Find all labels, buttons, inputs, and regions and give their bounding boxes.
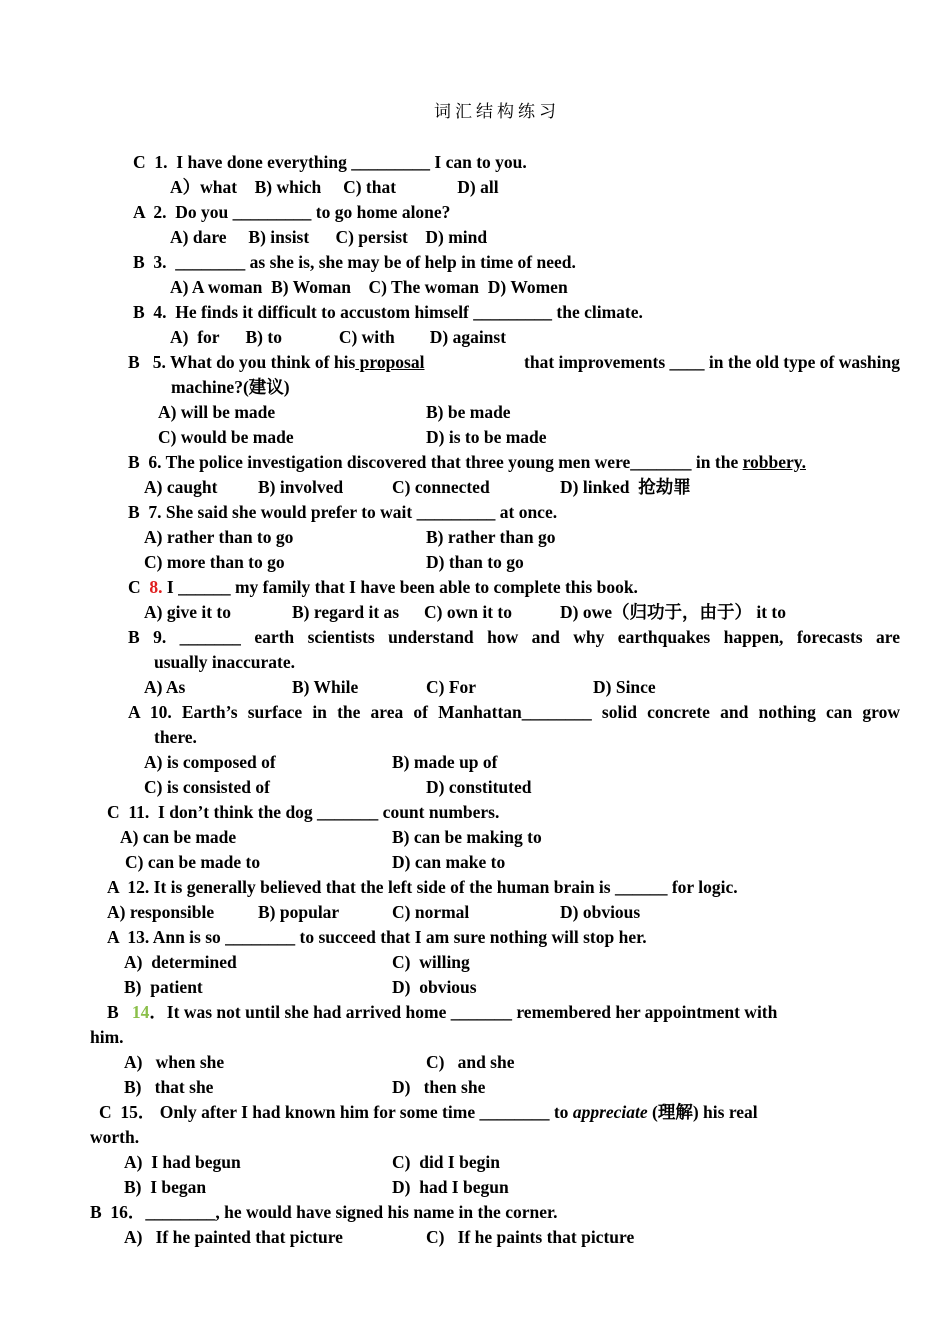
question-16-option-c: C) If he paints that picture bbox=[426, 1227, 635, 1247]
question-5-stem: B 5. What do you think of his bbox=[128, 352, 356, 372]
question-11-option-b: B) can be making to bbox=[392, 827, 542, 847]
question-14-option-b: B) that she bbox=[124, 1077, 214, 1097]
question-14-option-a: A) when she bbox=[124, 1052, 225, 1072]
question-number-8: 8. bbox=[149, 577, 163, 597]
question-number-14: 14 bbox=[131, 1002, 150, 1022]
question-15-option-b: B) I began bbox=[124, 1177, 207, 1197]
question-13-option-c: C) willing bbox=[392, 952, 470, 972]
question-9-continued: usually inaccurate. bbox=[154, 652, 295, 672]
question-14-stem: ．It was not until she had arrived home _______ remembered her appointment with bbox=[149, 1002, 778, 1022]
question-15-stem: C 15． Only after I had known him for some time ________ to bbox=[99, 1102, 573, 1122]
question-13-option-d: D) obvious bbox=[392, 977, 477, 997]
question-9: B 9. _______ earth scientists understand how and why earthquakes happen, forecasts are bbox=[128, 627, 900, 647]
question-16: B 16．________, he would have signed his name in the corner. bbox=[90, 1202, 558, 1222]
question-8-option-c: C) own it to bbox=[424, 602, 512, 622]
question-2-options: A) dare B) insist C) persist D) mind bbox=[170, 227, 488, 247]
question-15-option-c: C) did I begin bbox=[392, 1152, 500, 1172]
question-11-option-d: D) can make to bbox=[392, 852, 506, 872]
question-1-options: A）what B) which C) that D) all bbox=[170, 177, 499, 197]
question-13: A 13. Ann is so ________ to succeed that I am sure nothing will stop her. bbox=[107, 927, 647, 947]
question-5-option-c: C) would be made bbox=[158, 427, 294, 447]
question-9-option-a: A) As bbox=[144, 677, 186, 697]
question-6-stem: B 6. The police investigation discovered that three young men were_______ in the bbox=[128, 452, 743, 472]
question-5-option-d: D) is to be made bbox=[426, 427, 547, 447]
question-12-option-c: C) normal bbox=[392, 902, 470, 922]
question-7-option-d: D) than to go bbox=[426, 552, 524, 572]
underlined-word-proposal: proposal bbox=[355, 352, 425, 372]
question-11: C 11. I don’t think the dog _______ count numbers. bbox=[107, 802, 500, 822]
question-6 bbox=[128, 450, 806, 475]
answer-letter: B bbox=[107, 1002, 132, 1022]
question-1: C 1. I have done everything _________ I can to you. bbox=[133, 152, 527, 172]
question-14-option-d: D) then she bbox=[392, 1077, 486, 1097]
question-12-option-b: B) popular bbox=[258, 902, 340, 922]
question-8 bbox=[128, 575, 638, 600]
question-12: A 12. It is generally believed that the left side of the human brain is ______ for logic. bbox=[107, 877, 738, 897]
question-14 bbox=[107, 1000, 777, 1025]
question-7: B 7. She said she would prefer to wait _________ at once. bbox=[128, 502, 558, 522]
question-8-stem: I ______ my family that I have been able to complete this book. bbox=[162, 577, 638, 597]
question-4-options: A) for B) to C) with D) against bbox=[170, 327, 507, 347]
question-13-option-b: B) patient bbox=[124, 977, 203, 997]
underlined-word-robbery: robbery. bbox=[742, 452, 806, 472]
question-14-continued: him. bbox=[90, 1027, 124, 1047]
question-4: B 4. He finds it difficult to accustom himself _________ the climate. bbox=[133, 302, 643, 322]
question-5-rest: that improvements ____ in the old type of washing bbox=[519, 352, 900, 372]
question-9-option-c: C) For bbox=[426, 677, 477, 697]
question-10: A 10. Earth’s surface in the area of Manhattan________ solid concrete and nothing can grow bbox=[128, 702, 900, 722]
question-10-option-b: B) made up of bbox=[392, 752, 498, 772]
question-8-option-a: A) give it to bbox=[144, 602, 231, 622]
page-title: 词汇结构练习 bbox=[434, 102, 560, 122]
question-10-option-d: D) constituted bbox=[426, 777, 532, 797]
question-2: A 2. Do you _________ to go home alone? bbox=[133, 202, 451, 222]
question-9-option-b: B) While bbox=[292, 677, 359, 697]
question-9-option-d: D) Since bbox=[593, 677, 656, 697]
question-5 bbox=[128, 350, 900, 375]
question-7-option-b: B) rather than go bbox=[426, 527, 556, 547]
question-6-option-c: C) connected bbox=[392, 477, 490, 497]
question-10-option-a: A) is composed of bbox=[144, 752, 276, 772]
question-13-option-a: A) determined bbox=[124, 952, 237, 972]
question-15-option-a: A) I had begun bbox=[124, 1152, 241, 1172]
question-11-option-c: C) can be made to bbox=[125, 852, 261, 872]
question-5-continued: machine?(建议) bbox=[171, 377, 290, 397]
question-16-option-a: A) If he painted that picture bbox=[124, 1227, 343, 1247]
question-3: B 3. ________ as she is, she may be of help in time of need. bbox=[133, 252, 576, 272]
question-8-option-b: B) regard it as bbox=[292, 602, 400, 622]
question-7-option-a: A) rather than to go bbox=[144, 527, 294, 547]
question-3-options: A) A woman B) Woman C) The woman D) Women bbox=[170, 277, 568, 297]
question-5-option-b: B) be made bbox=[426, 402, 511, 422]
question-15 bbox=[99, 1100, 758, 1125]
question-8-option-d: D) owe（归功于，由于） it to bbox=[560, 602, 787, 622]
question-15-continued: worth. bbox=[90, 1127, 140, 1147]
question-15-option-d: D) had I begun bbox=[392, 1177, 509, 1197]
question-14-option-c: C) and she bbox=[426, 1052, 515, 1072]
question-10-option-c: C) is consisted of bbox=[144, 777, 270, 797]
question-6-option-b: B) involved bbox=[258, 477, 344, 497]
italic-word-appreciate: appreciate bbox=[572, 1102, 648, 1122]
question-10-continued: there. bbox=[154, 727, 197, 747]
question-11-option-a: A) can be made bbox=[120, 827, 237, 847]
question-6-option-a: A) caught bbox=[144, 477, 218, 497]
question-5-option-a: A) will be made bbox=[158, 402, 276, 422]
question-12-option-d: D) obvious bbox=[560, 902, 641, 922]
question-7-option-c: C) more than to go bbox=[144, 552, 285, 572]
answer-letter: C bbox=[128, 577, 150, 597]
question-12-option-a: A) responsible bbox=[107, 902, 215, 922]
question-6-option-d: D) linked 抢劫罪 bbox=[560, 477, 691, 497]
question-15-rest: (理解) his real bbox=[647, 1102, 758, 1122]
